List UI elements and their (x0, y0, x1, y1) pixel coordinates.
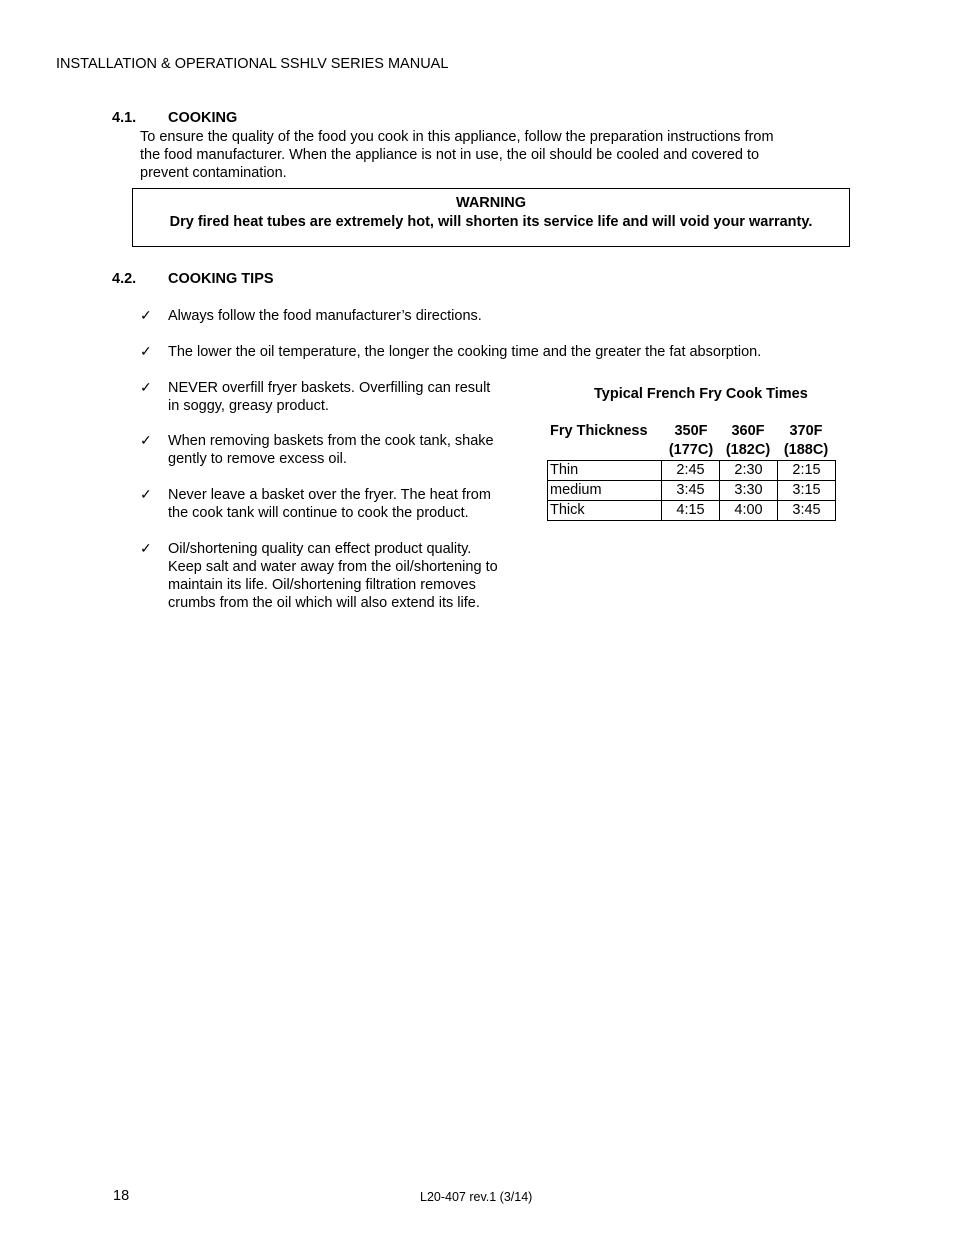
checkmark-icon: ✓ (140, 486, 152, 502)
temp-celsius: (177C) (668, 442, 714, 458)
tip-line: in soggy, greasy product. (168, 398, 329, 414)
cook-time-cell: 2:30 (720, 461, 778, 481)
tip-line: NEVER overfill fryer baskets. Overfilling can result (168, 380, 491, 396)
tip-line: Always follow the food manufacturer’s directions. (168, 308, 482, 324)
cook-time-cell: 3:30 (720, 481, 778, 501)
document-code: L20-407 rev.1 (3/14) (420, 1190, 533, 1204)
cook-time-cell: 4:00 (720, 501, 778, 521)
tip-line: the cook tank will continue to cook the product. (168, 505, 469, 521)
checkmark-icon: ✓ (140, 379, 152, 395)
paragraph-line: prevent contamination. (140, 165, 287, 181)
temp-fahrenheit: 350F (674, 423, 708, 439)
tip-line: Oil/shortening quality can effect product quality. (168, 541, 472, 557)
table-title: Typical French Fry Cook Times (594, 386, 808, 402)
warning-box (132, 188, 850, 247)
tip-line: crumbs from the oil which will also extend its life. (168, 595, 480, 611)
table-header-temp (721, 422, 775, 460)
warning-text: Dry fired heat tubes are extremely hot, will shorten its service life and will void your warranty. (169, 214, 813, 230)
section-4-1-number: 4.1. (112, 110, 137, 126)
cooking-paragraph (140, 128, 840, 182)
tip-item (168, 486, 491, 522)
tip-item (168, 540, 498, 612)
cook-time-cell: 4:15 (662, 501, 720, 521)
temp-fahrenheit: 370F (789, 423, 823, 439)
tip-line: maintain its life. Oil/shortening filtration removes (168, 577, 476, 593)
checkmark-icon: ✓ (140, 343, 152, 359)
temp-celsius: (188C) (783, 442, 829, 458)
tip-item (168, 432, 494, 468)
tip-line: Never leave a basket over the fryer. The heat from (168, 487, 491, 503)
tip-item (168, 379, 490, 415)
cook-time-cell: 2:15 (778, 461, 836, 481)
table-header-thickness: Fry Thickness (550, 423, 648, 439)
warning-title: WARNING (455, 195, 527, 211)
table-header-temp (779, 422, 833, 460)
table-row (548, 461, 836, 481)
tip-line: The lower the oil temperature, the longer the cooking time and the greater the fat absorption. (168, 344, 762, 360)
paragraph-line: To ensure the quality of the food you cook in this appliance, follow the preparation instructions from (140, 129, 774, 145)
temp-fahrenheit: 360F (731, 423, 765, 439)
fry-times-table (547, 460, 836, 521)
tip-item (168, 307, 482, 325)
page-number: 18 (113, 1188, 130, 1204)
cook-time-cell: 3:45 (662, 481, 720, 501)
section-4-1-title: COOKING (168, 110, 238, 126)
tip-line: gently to remove excess oil. (168, 451, 347, 467)
table-row (548, 501, 836, 521)
section-4-2-title: COOKING TIPS (168, 271, 274, 287)
paragraph-line: the food manufacturer. When the appliance is not in use, the oil should be cooled and covered to (140, 147, 760, 163)
tip-line: When removing baskets from the cook tank, shake (168, 433, 494, 449)
tip-line: Keep salt and water away from the oil/shortening to (168, 559, 498, 575)
checkmark-icon: ✓ (140, 307, 152, 323)
tip-item (168, 343, 761, 361)
temp-celsius: (182C) (725, 442, 771, 458)
table-header-temp (664, 422, 718, 460)
row-label: medium (548, 481, 662, 501)
checkmark-icon: ✓ (140, 540, 152, 556)
cook-time-cell: 2:45 (662, 461, 720, 481)
cook-time-cell: 3:45 (778, 501, 836, 521)
row-label: Thin (548, 461, 662, 481)
section-4-2-number: 4.2. (112, 271, 137, 287)
row-label: Thick (548, 501, 662, 521)
table-row (548, 481, 836, 501)
page-header: INSTALLATION & OPERATIONAL SSHLV SERIES MANUAL (56, 56, 449, 72)
cook-time-cell: 3:15 (778, 481, 836, 501)
checkmark-icon: ✓ (140, 432, 152, 448)
